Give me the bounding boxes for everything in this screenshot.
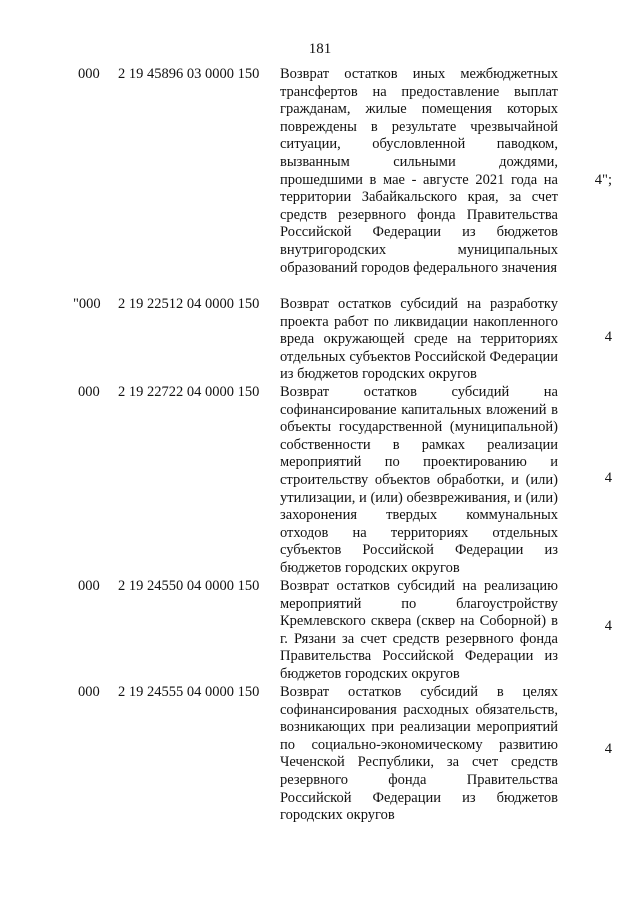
row-description: Возврат остатков субсидий на реализацию мероприятий по благоустройству Кремлевского сквера (сквер на Соборной) в г. Рязани за счет средств резервного фонда Правительства Российской Федерации из бюджетов городских округов xyxy=(280,578,558,682)
admin-code: 000 xyxy=(78,578,100,594)
row-amount: 4 xyxy=(604,470,612,486)
row-description: Возврат остатков субсидий на софинансирование капитальных вложений в объекты государственной (муниципальной) собственности в рамках реализации мероприятий по проектированию и строительству объектов обработки, и (или) утилизации, и (или) обезвреживания, и (или) захоронения твердых коммунальных отходов на территориях отдельных субъектов Российской Федерации из бюджетов городских округов xyxy=(280,384,558,576)
admin-code: 000 xyxy=(78,684,100,700)
budget-classification-code: 2 19 24555 04 0000 150 xyxy=(118,684,260,700)
row-description: Возврат остатков субсидий в целях софинансирования расходных обязательств, возникающих при реализации мероприятий по социально-экономическому развитию Чеченской Республики, за счет средств резервного фонда Правительства Российской Федерации из бюджетов городских округов xyxy=(280,684,558,824)
row-amount: 4 xyxy=(604,618,612,634)
budget-classification-code: 2 19 24550 04 0000 150 xyxy=(118,578,260,594)
row-amount: 4 xyxy=(604,329,612,345)
budget-classification-code: 2 19 45896 03 0000 150 xyxy=(118,66,260,82)
admin-code: "000 xyxy=(73,296,101,312)
row-amount: 4"; xyxy=(594,172,612,188)
budget-classification-code: 2 19 22512 04 0000 150 xyxy=(118,296,260,312)
budget-classification-code: 2 19 22722 04 0000 150 xyxy=(118,384,260,400)
row-description: Возврат остатков иных межбюджетных трансфертов на предоставление выплат гражданам, жилые помещения которых повреждены в результате чрезвычайной ситуации, обусловленной паводком, вызванным сильными дождями, прошедшими в мае - августе 2021 года на территории Забайкальского края, за счет средств резервного фонда Правительства Российской Федерации из бюджетов внутригородских муниципальных образований городов федерального значения xyxy=(280,66,558,276)
page-number: 181 xyxy=(308,41,332,57)
row-amount: 4 xyxy=(604,741,612,757)
admin-code: 000 xyxy=(78,384,100,400)
row-description: Возврат остатков субсидий на разработку проекта работ по ликвидации накопленного вреда окружающей среде на территориях отдельных субъектов Российской Федерации из бюджетов городских округов xyxy=(280,296,558,383)
admin-code: 000 xyxy=(78,66,100,82)
